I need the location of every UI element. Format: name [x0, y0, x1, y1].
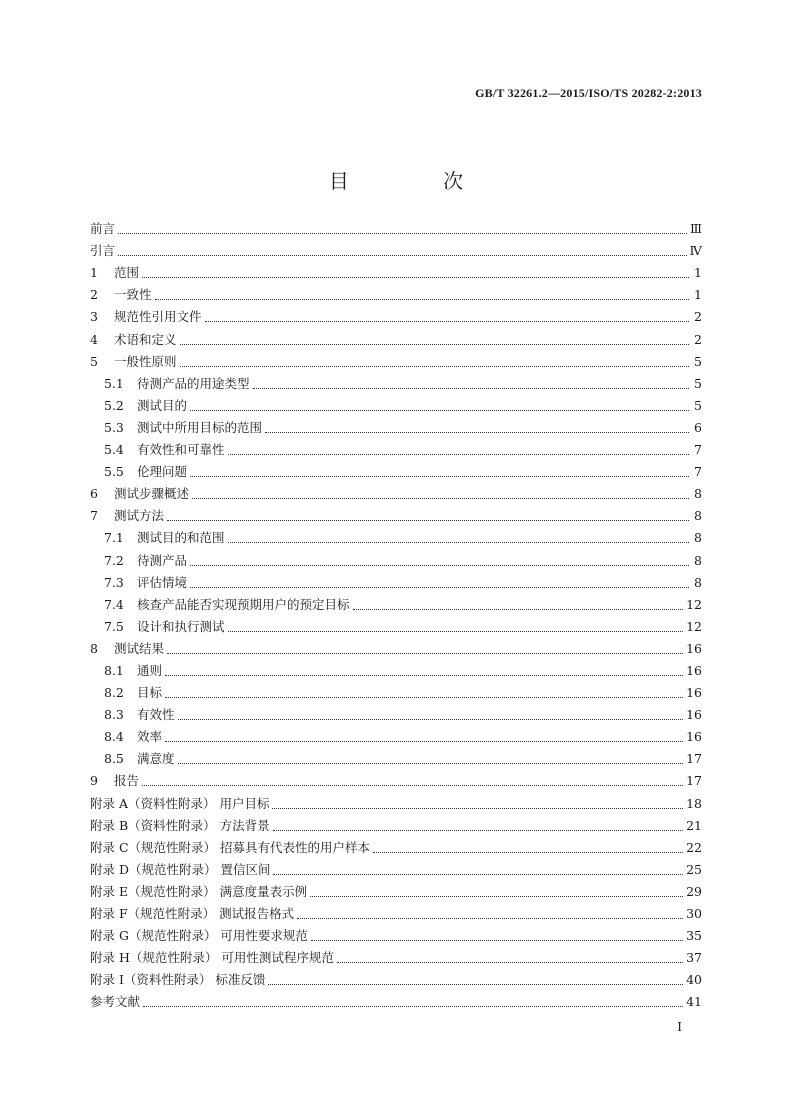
toc-entry-label: 附录 I（资料性附录） 标准反馈 [90, 972, 266, 988]
toc-entry-page-number: 17 [686, 751, 702, 767]
toc-entry-label: 术语和定义 [114, 331, 177, 347]
toc-entry[interactable] [90, 417, 702, 439]
toc-entry-page-number: 30 [686, 906, 702, 921]
dot-leader [165, 741, 683, 742]
toc-entry-number: 8 [90, 640, 98, 656]
toc-entry[interactable] [90, 881, 702, 903]
toc-entry-label: 附录 B（资料性附录） 方法背景 [90, 817, 270, 833]
toc-entry-page-number: 37 [686, 950, 702, 966]
dot-leader [118, 255, 686, 256]
toc-entry[interactable] [90, 903, 702, 925]
toc-entry-page-number: 12 [686, 596, 702, 612]
toc-entry-number: 5 [90, 353, 98, 369]
toc-entry-page-number: 8 [694, 552, 702, 568]
toc-entry[interactable] [90, 306, 702, 328]
toc-entry-page-number: 8 [694, 530, 702, 546]
dot-leader [337, 962, 683, 963]
toc-entry-label: 附录 G（规范性附录） 可用性要求规范 [90, 928, 308, 944]
toc-entry[interactable] [90, 815, 702, 837]
toc-entry-number: 5.4 [104, 442, 124, 458]
toc-entry-label: 一般性原则 [114, 353, 177, 369]
toc-entry-page-number: 12 [686, 618, 702, 634]
toc-entry-number: 7.5 [104, 618, 124, 634]
toc-entry-label: 参考文献 [90, 994, 141, 1010]
toc-entry-page-number: 1 [694, 265, 702, 281]
toc-entry-page-number: 29 [686, 883, 702, 899]
toc-entry[interactable] [90, 859, 702, 881]
toc-entry[interactable] [90, 726, 702, 748]
toc-entry[interactable] [90, 660, 702, 682]
toc-entry[interactable] [90, 240, 702, 262]
dot-leader [272, 808, 683, 809]
toc-entry-label: 通则 [137, 662, 163, 678]
toc-entry-page-number: 25 [686, 861, 702, 877]
dot-leader [228, 454, 689, 455]
toc-entry-page-number: 16 [686, 640, 702, 656]
toc-entry-number: 7 [90, 508, 98, 524]
toc-entry-number: 1 [90, 265, 98, 281]
dot-leader [178, 719, 684, 720]
dot-leader [142, 277, 689, 278]
toc-entry-number: 5.1 [104, 375, 124, 391]
toc-entry-label: 核查产品能否实现预期用户的预定目标 [137, 596, 350, 612]
toc-entry-label: 附录 F（规范性附录） 测试报告格式 [90, 906, 295, 921]
dot-leader [178, 763, 684, 764]
toc-entry-page-number: 22 [686, 839, 702, 855]
toc-entry-number: 8.3 [104, 707, 124, 723]
toc-entry-page-number: 7 [694, 464, 702, 480]
dot-leader [265, 432, 689, 433]
toc-entry[interactable] [90, 461, 702, 483]
toc-entry[interactable] [90, 328, 702, 350]
toc-entry[interactable] [90, 373, 702, 395]
toc-entry-label: 报告 [114, 773, 140, 789]
toc-entry-page-number: 1 [694, 287, 702, 303]
toc-entry-label: 设计和执行测试 [137, 618, 225, 634]
toc-entry-page-number: 35 [686, 928, 702, 944]
dot-leader [167, 653, 683, 654]
dot-leader [273, 830, 683, 831]
toc-entry-number: 7.3 [104, 574, 124, 590]
toc-entry[interactable] [90, 837, 702, 859]
toc-entry-number: 8.2 [104, 685, 124, 701]
toc-entry-label: 效率 [137, 729, 163, 745]
toc-entry-page-number: 18 [686, 795, 702, 811]
toc-entry-label: 测试方法 [114, 508, 165, 524]
toc-entry[interactable] [90, 395, 702, 417]
toc-entry-page-number: 5 [694, 375, 702, 391]
toc-entry-number: 7.1 [104, 530, 124, 546]
toc-entry-number: 4 [90, 331, 98, 347]
dot-leader [253, 388, 689, 389]
toc-entry-label: 测试中所用目标的范围 [137, 419, 263, 435]
toc-entry-number: 3 [90, 309, 98, 325]
dot-leader [353, 609, 684, 610]
toc-entry-page-number: 8 [694, 574, 702, 590]
dot-leader [228, 631, 684, 632]
toc-entry[interactable] [90, 351, 702, 373]
toc-entry[interactable] [90, 991, 702, 1013]
toc-entry[interactable] [90, 483, 702, 505]
toc-entry-label: 规范性引用文件 [114, 309, 202, 325]
toc-entry[interactable] [90, 770, 702, 792]
toc-entry-label: 附录 D（规范性附录） 置信区间 [90, 861, 271, 877]
toc-entry-label: 目标 [137, 685, 163, 701]
toc-entry-page-number: 5 [694, 397, 702, 413]
page-title: 目 次 [328, 169, 508, 194]
toc-entry[interactable] [90, 792, 702, 814]
dot-leader [180, 344, 689, 345]
dot-leader [273, 874, 683, 875]
toc-entry-label: 评估情境 [137, 574, 188, 590]
toc-entry-label: 附录 H（规范性附录） 可用性测试程序规范 [90, 950, 334, 966]
toc-entry[interactable] [90, 572, 702, 594]
dot-leader [311, 940, 683, 941]
toc-entry-label: 测试目的和范围 [137, 530, 225, 546]
toc-entry[interactable] [90, 439, 702, 461]
toc-entry-number: 5.3 [104, 419, 124, 435]
toc-entry-page-number: 8 [694, 486, 702, 502]
toc-entry-page-number: 16 [686, 729, 702, 745]
toc-entry-label: 有效性 [137, 707, 175, 723]
toc-entry-page-number: 2 [694, 309, 702, 325]
dot-leader [190, 565, 689, 566]
dot-leader [297, 918, 683, 919]
dot-leader [190, 410, 689, 411]
toc-entry-label: 待测产品 [137, 552, 188, 568]
toc-entry[interactable] [90, 682, 702, 704]
toc-entry[interactable] [90, 505, 702, 527]
dot-leader [205, 321, 689, 322]
toc-entry-page-number: 6 [694, 419, 702, 435]
dot-leader [180, 366, 689, 367]
toc-entry[interactable] [90, 638, 702, 660]
dot-leader [165, 675, 683, 676]
toc-entry-number: 8.5 [104, 751, 124, 767]
page-number-footer: I [677, 1020, 682, 1034]
toc-entry-number: 8.1 [104, 662, 124, 678]
toc-entry-page-number: 8 [694, 508, 702, 524]
toc-entry-label: 范围 [114, 265, 140, 281]
toc-entry-label: 有效性和可靠性 [137, 442, 225, 458]
toc-entry-page-number: 41 [686, 994, 702, 1010]
toc-entry-page-number: 21 [686, 817, 702, 833]
toc-entry-label: 待测产品的用途类型 [137, 375, 250, 391]
toc-entry-number: 5.5 [104, 464, 124, 480]
toc-entry-page-number: 7 [694, 442, 702, 458]
table-of-contents [90, 218, 702, 1013]
dot-leader [167, 520, 689, 521]
toc-entry[interactable] [90, 616, 702, 638]
toc-entry-label: 前言 [90, 221, 116, 237]
dot-leader [268, 984, 683, 985]
document-code-header: GB/T 32261.2—2015/ISO/TS 20282-2:2013 [475, 86, 702, 100]
toc-entry[interactable] [90, 947, 702, 969]
toc-entry-number: 2 [90, 287, 98, 303]
dot-leader [155, 299, 689, 300]
dot-leader [228, 542, 689, 543]
toc-entry-number: 9 [90, 773, 98, 789]
toc-entry-label: 一致性 [114, 287, 152, 303]
dot-leader [373, 852, 683, 853]
toc-entry-page-number: Ⅳ [689, 243, 702, 259]
toc-entry-page-number: Ⅲ [689, 221, 702, 237]
toc-entry[interactable] [90, 594, 702, 616]
toc-entry[interactable] [90, 925, 702, 947]
toc-entry[interactable] [90, 748, 702, 770]
dot-leader [118, 233, 687, 234]
dot-leader [190, 476, 689, 477]
dot-leader [143, 1006, 683, 1007]
toc-entry-number: 8.4 [104, 729, 124, 745]
toc-entry-page-number: 5 [694, 353, 702, 369]
toc-entry-label: 满意度 [137, 751, 175, 767]
toc-entry[interactable] [90, 262, 702, 284]
dot-leader [142, 785, 683, 786]
toc-entry-label: 附录 A（资料性附录） 用户目标 [90, 795, 270, 811]
toc-entry-page-number: 16 [686, 707, 702, 723]
dot-leader [165, 697, 683, 698]
toc-entry[interactable] [90, 218, 702, 240]
toc-entry-number: 7.4 [104, 596, 124, 612]
toc-entry-label: 附录 C（规范性附录） 招募具有代表性的用户样本 [90, 839, 371, 855]
toc-entry[interactable] [90, 704, 702, 726]
toc-entry-number: 7.2 [104, 552, 124, 568]
dot-leader [190, 587, 689, 588]
toc-entry-label: 测试目的 [137, 397, 188, 413]
toc-entry-number: 6 [90, 486, 98, 502]
toc-entry-label: 伦理问题 [137, 464, 188, 480]
toc-entry[interactable] [90, 284, 702, 306]
dot-leader [192, 498, 689, 499]
toc-entry[interactable] [90, 969, 702, 991]
toc-entry-label: 测试步骤概述 [114, 486, 190, 502]
toc-entry-page-number: 40 [686, 972, 702, 988]
toc-entry-label: 引言 [90, 243, 116, 259]
toc-entry-page-number: 16 [686, 662, 702, 678]
toc-entry-label: 测试结果 [114, 640, 165, 656]
toc-entry[interactable] [90, 549, 702, 571]
toc-entry-number: 5.2 [104, 397, 124, 413]
toc-entry-page-number: 16 [686, 685, 702, 701]
toc-entry-page-number: 2 [694, 331, 702, 347]
dot-leader [310, 896, 683, 897]
toc-entry-page-number: 17 [686, 773, 702, 789]
toc-entry[interactable] [90, 527, 702, 549]
toc-entry-label: 附录 E（规范性附录） 满意度量表示例 [90, 883, 308, 899]
